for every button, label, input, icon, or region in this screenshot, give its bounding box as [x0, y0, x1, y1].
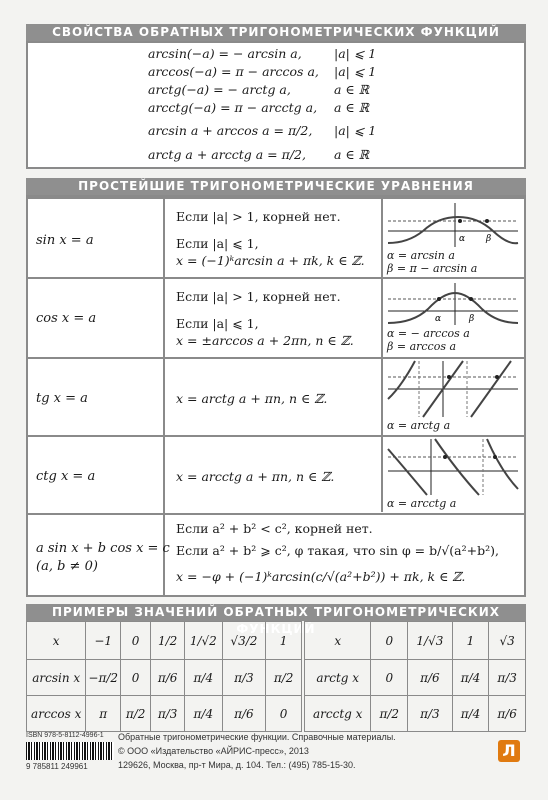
sin-line3: x = (−1)ᵏarcsin a + πk, k ∈ ℤ.: [176, 253, 365, 268]
cos-line1: Если |a| > 1, корней нет.: [176, 289, 341, 304]
eq-general-cond: (a, b ≠ 0): [36, 559, 98, 574]
general-line3: x = −φ + (−1)ᵏarcsin(c/√(a²+b²)) + πk, k ∈ ℤ.: [176, 569, 466, 584]
svg-text:α: α: [435, 314, 442, 324]
prop-cond-6: a ∈ ℝ: [334, 147, 370, 162]
tg-line1: x = arctg a + πn, n ∈ ℤ.: [176, 391, 328, 406]
prop-cond-5: |a| ⩽ 1: [334, 123, 377, 138]
row-ctg: [28, 435, 524, 513]
eq-general: a sin x + b cos x = c: [36, 541, 170, 556]
cos-line3: x = ±arccos a + 2πn, n ∈ ℤ.: [176, 333, 354, 348]
row-sin: [28, 197, 524, 277]
eq-cos: cos x = a: [36, 311, 97, 326]
row-general: [28, 513, 524, 597]
section3-title: ПРИМЕРЫ ЗНАЧЕНИЙ ОБРАТНЫХ ТРИГОНОМЕТРИЧЕСКИХ ФУНКЦИЙ: [26, 604, 526, 621]
ctg-line1: x = arcctg a + πn, n ∈ ℤ.: [176, 469, 335, 484]
sin-wave-icon: [383, 199, 523, 249]
prop-formula-1: arcsin(−a) = − arcsin a,: [148, 46, 302, 61]
sin-line1: Если |a| > 1, корней нет.: [176, 209, 341, 224]
properties-box: [26, 41, 526, 169]
prop-formula-4: arcctg(−a) = π − arcctg a,: [148, 100, 318, 115]
footer-line2: © ООО «Издательство «АЙРИС-пресс», 2013: [118, 746, 309, 756]
footer-line1: Обратные тригонометрические функции. Справочные материалы.: [118, 732, 396, 742]
prop-formula-3: arctg(−a) = − arctg a,: [148, 82, 291, 97]
prop-cond-4: a ∈ ℝ: [334, 100, 370, 115]
prop-formula-2: arccos(−a) = π − arccos a,: [148, 64, 319, 79]
cos-wave-icon: [383, 279, 523, 327]
sin-line2: Если |a| ⩽ 1,: [176, 236, 259, 251]
tg-graph: α = arctg a: [383, 359, 523, 437]
barcode-number: 9 785811 249961: [26, 762, 88, 771]
row-tg: [28, 357, 524, 435]
row-cos: [28, 277, 524, 357]
equations-box: [26, 195, 526, 597]
general-line2: Если a² + b² ⩾ c², φ такая, что sin φ = b/√(a²+b²),: [176, 543, 499, 558]
values-table-left: x −1 0 1/2 1/√2 √3/2 1 arcsin x −π/2 0 π/6 π/4 π/3 π/2 arccos x π π/2 π/3 π/4 π/6 0: [26, 621, 302, 732]
eq-sin: sin x = a: [36, 233, 94, 248]
eq-tg: tg x = a: [36, 391, 88, 406]
svg-text:β: β: [469, 314, 475, 324]
ctg-graph: α = arcctg a: [383, 437, 523, 515]
cos-line2: Если |a| ⩽ 1,: [176, 316, 259, 331]
prop-cond-1: |a| ⩽ 1: [334, 46, 377, 61]
isbn: ISBN 978-5-8112-4996-1: [26, 732, 104, 739]
svg-text:α: α: [459, 234, 466, 244]
svg-text:β: β: [486, 234, 492, 244]
cos-graph: α β α = − arccos a β = arccos a: [383, 279, 523, 359]
tg-curve-icon: [383, 359, 523, 419]
barcode-icon: [26, 742, 114, 760]
prop-formula-6: arctg a + arcctg a = π/2,: [148, 147, 306, 162]
eq-ctg: ctg x = a: [36, 469, 96, 484]
ctg-curve-icon: [383, 437, 523, 497]
general-line1: Если a² + b² < c², корней нет.: [176, 521, 373, 536]
sin-graph: α β α = arcsin a β = π − arcsin a: [383, 199, 523, 279]
section1-title: СВОЙСТВА ОБРАТНЫХ ТРИГОНОМЕТРИЧЕСКИХ ФУНКЦИЙ: [26, 24, 526, 41]
publisher-logo-icon: Л: [498, 740, 520, 762]
prop-cond-2: |a| ⩽ 1: [334, 64, 377, 79]
footer-line3: 129626, Москва, пр-т Мира, д. 104. Тел.: (495) 785-15-30.: [118, 760, 356, 770]
prop-formula-5: arcsin a + arccos a = π/2,: [148, 123, 313, 138]
values-table-right: x 0 1/√3 1 √3 arctg x 0 π/6 π/4 π/3 arcctg x π/2 π/3 π/4 π/6: [304, 621, 526, 732]
section2-title: ПРОСТЕЙШИЕ ТРИГОНОМЕТРИЧЕСКИЕ УРАВНЕНИЯ: [26, 178, 526, 195]
prop-cond-3: a ∈ ℝ: [334, 82, 370, 97]
